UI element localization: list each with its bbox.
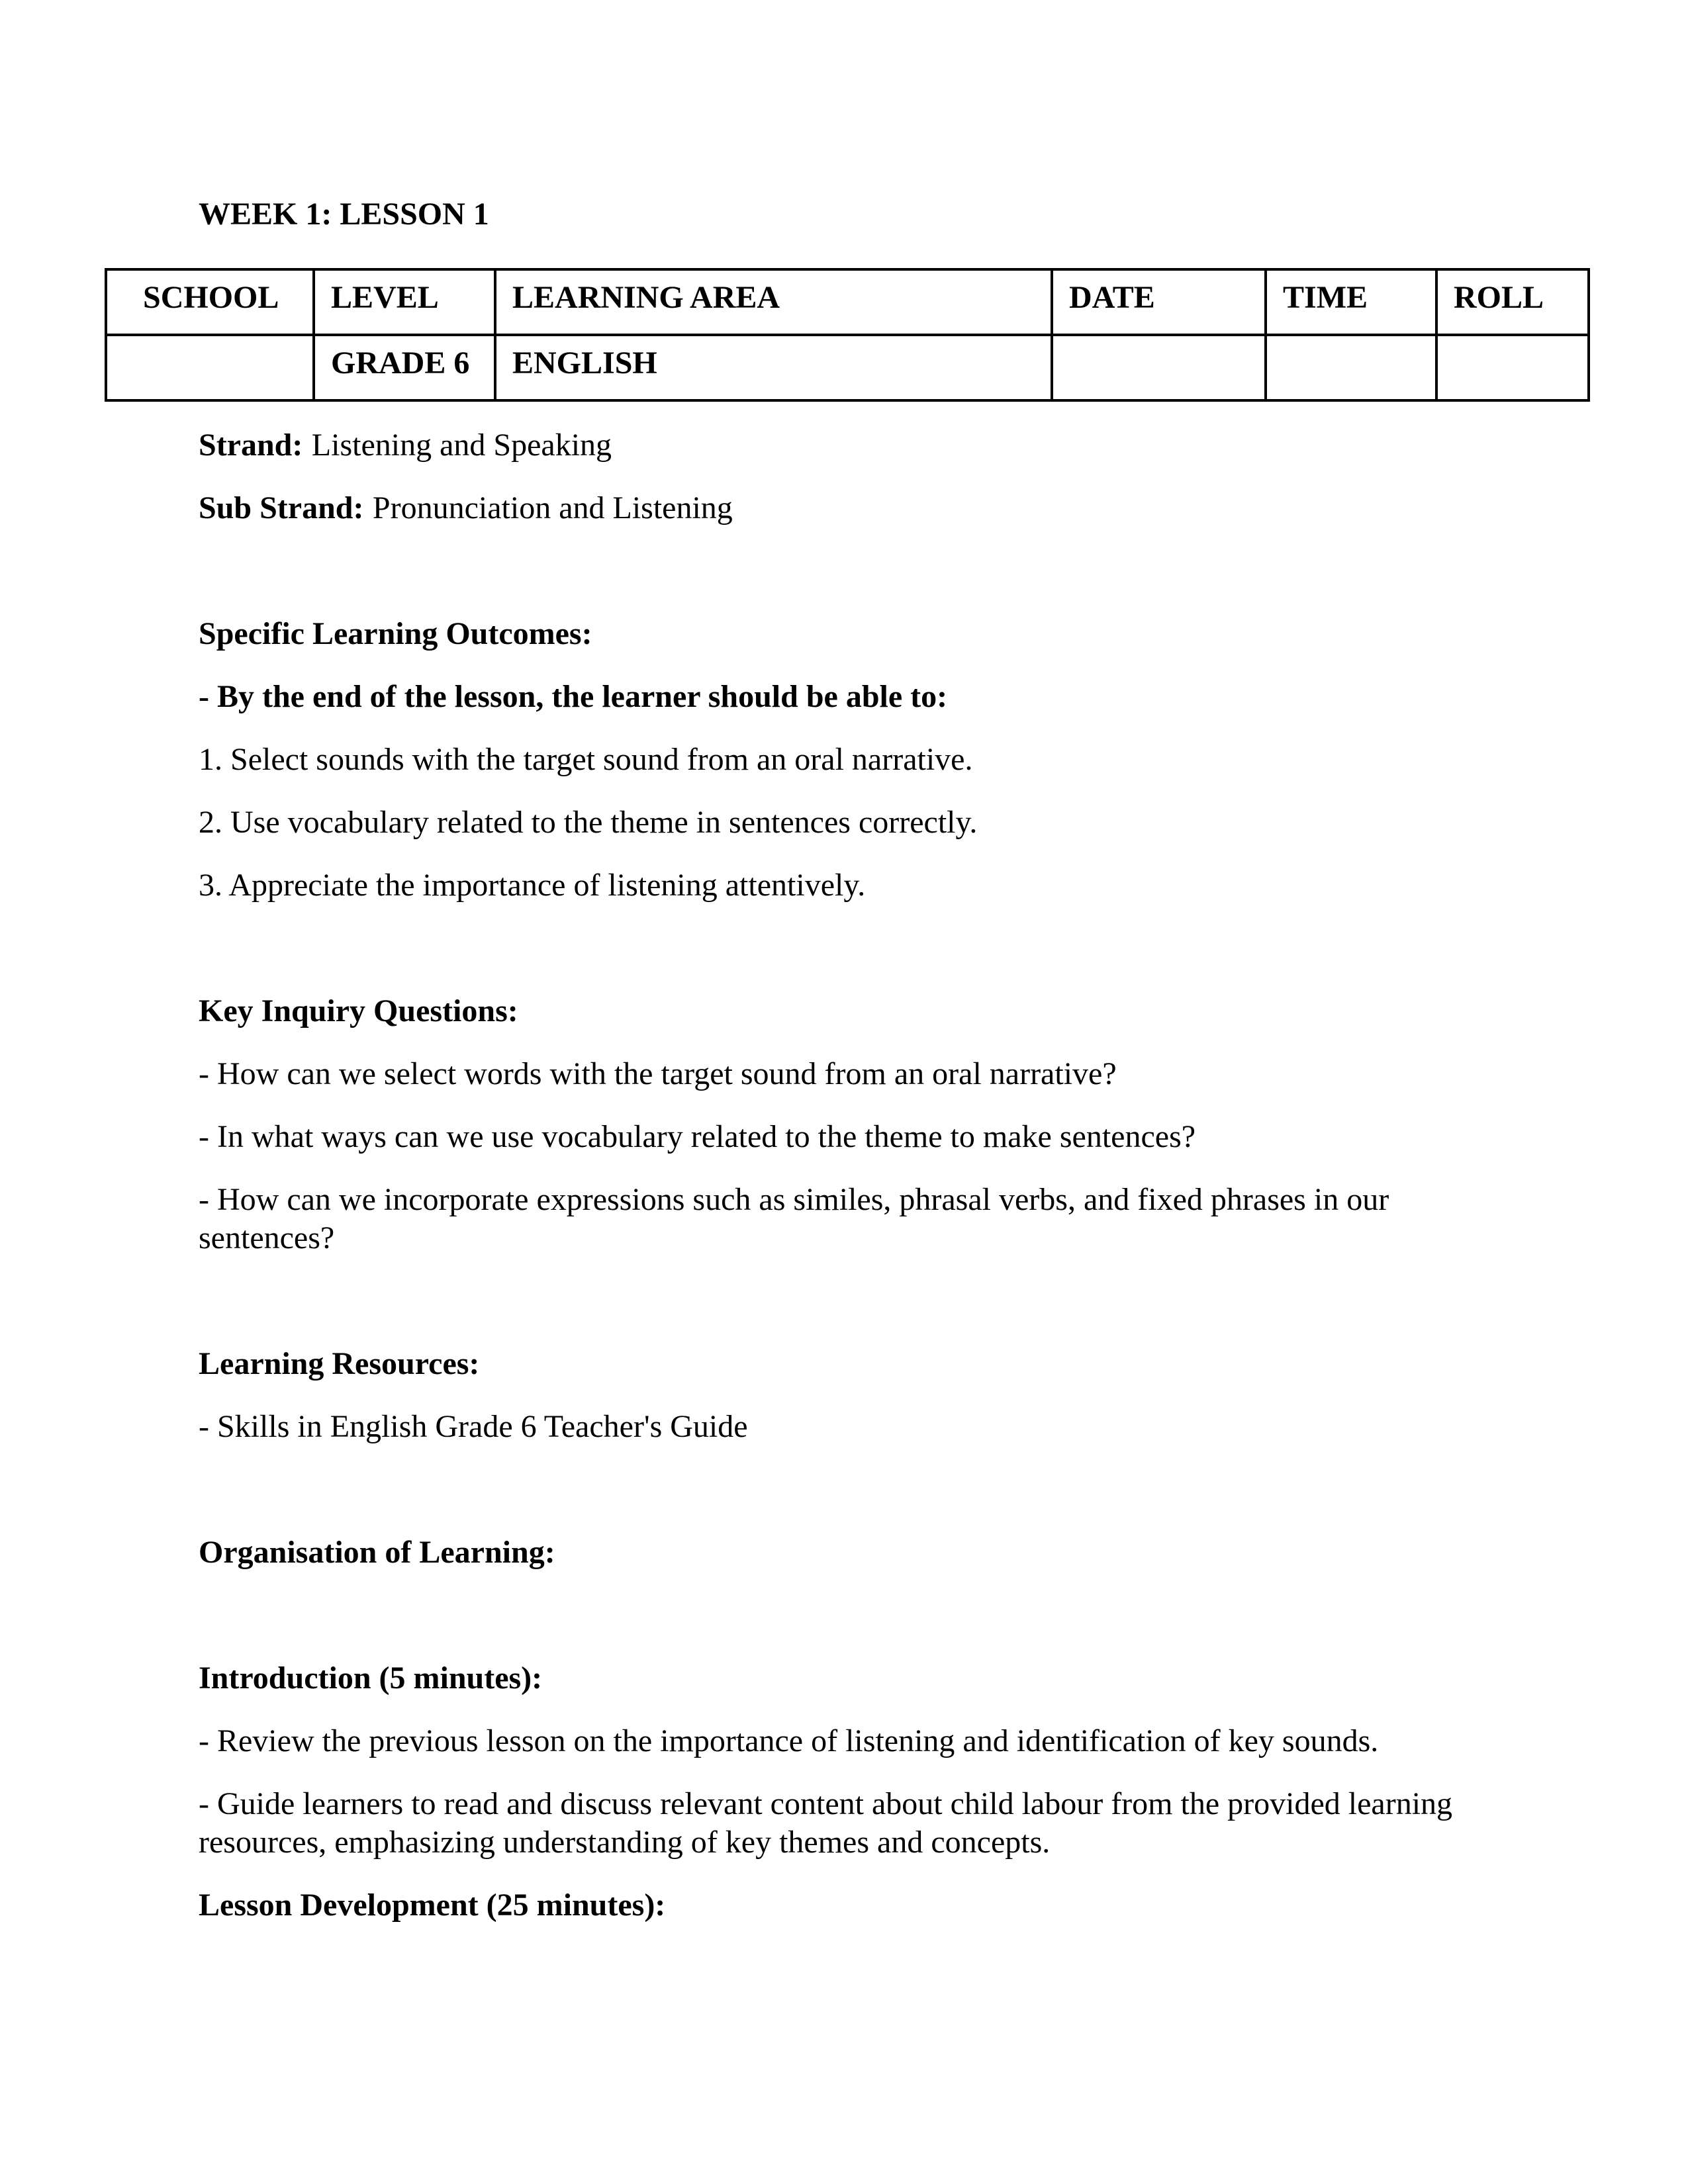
table-cell-roll — [1436, 335, 1589, 400]
table-header-learning-area: LEARNING AREA — [495, 269, 1052, 335]
strand-value: Listening and Speaking — [311, 428, 612, 463]
table-value-row — [106, 335, 1589, 400]
blank-line — [199, 1471, 1496, 1509]
learning-resources-heading: Learning Resources: — [199, 1346, 480, 1381]
table-header-time: TIME — [1266, 269, 1436, 335]
table-cell-level: GRADE 6 — [314, 335, 495, 400]
lesson-development-heading: Lesson Development (25 minutes): — [199, 1888, 666, 1923]
table-header-date: DATE — [1052, 269, 1266, 335]
key-inquiry-item: - In what ways can we use vocabulary related to the theme to make sentences? — [199, 1119, 1196, 1154]
table-header-roll: ROLL — [1436, 269, 1589, 335]
table-cell-time — [1266, 335, 1436, 400]
sub-strand-line — [199, 489, 1496, 527]
blank-line — [199, 1282, 1496, 1320]
table-header-school: SCHOOL — [106, 269, 314, 335]
lesson-info-table — [105, 268, 1590, 402]
table-header-row — [106, 269, 1589, 335]
blank-line — [199, 929, 1496, 968]
table-header-level: LEVEL — [314, 269, 495, 335]
learning-resources-item: - Skills in English Grade 6 Teacher's Guide — [199, 1409, 748, 1444]
sub-strand-label: Sub Strand: — [199, 490, 364, 525]
key-inquiry-item: - How can we select words with the target sound from an oral narrative? — [199, 1056, 1117, 1091]
key-inquiry-item: - How can we incorporate expressions such as similes, phrasal verbs, and fixed phrases in our sentences? — [199, 1182, 1389, 1255]
strand-line — [199, 426, 1496, 465]
blank-line — [199, 1596, 1496, 1635]
sub-strand-value: Pronunciation and Listening — [372, 490, 733, 525]
table-cell-school — [106, 335, 314, 400]
organisation-heading: Organisation of Learning: — [199, 1535, 555, 1570]
outcome-item: 2. Use vocabulary related to the theme in sentences correctly. — [199, 805, 978, 840]
table-cell-date — [1052, 335, 1266, 400]
strand-label: Strand: — [199, 428, 303, 463]
blank-line — [199, 552, 1496, 590]
outcome-item: 1. Select sounds with the target sound from an oral narrative. — [199, 742, 973, 777]
outcomes-heading: Specific Learning Outcomes: — [199, 616, 592, 651]
table-cell-learning-area: ENGLISH — [495, 335, 1052, 400]
outcomes-intro: - By the end of the lesson, the learner should be able to: — [199, 679, 948, 714]
document-title: WEEK 1: LESSON 1 — [199, 197, 489, 232]
introduction-item: - Review the previous lesson on the importance of listening and identification of key sounds. — [199, 1723, 1379, 1758]
key-inquiry-heading: Key Inquiry Questions: — [199, 993, 518, 1028]
introduction-heading: Introduction (5 minutes): — [199, 1661, 543, 1696]
outcome-item: 3. Appreciate the importance of listening attentively. — [199, 868, 866, 903]
introduction-item: - Guide learners to read and discuss relevant content about child labour from the provided learning resources, emphasizing understanding of key themes and concepts. — [199, 1786, 1453, 1860]
